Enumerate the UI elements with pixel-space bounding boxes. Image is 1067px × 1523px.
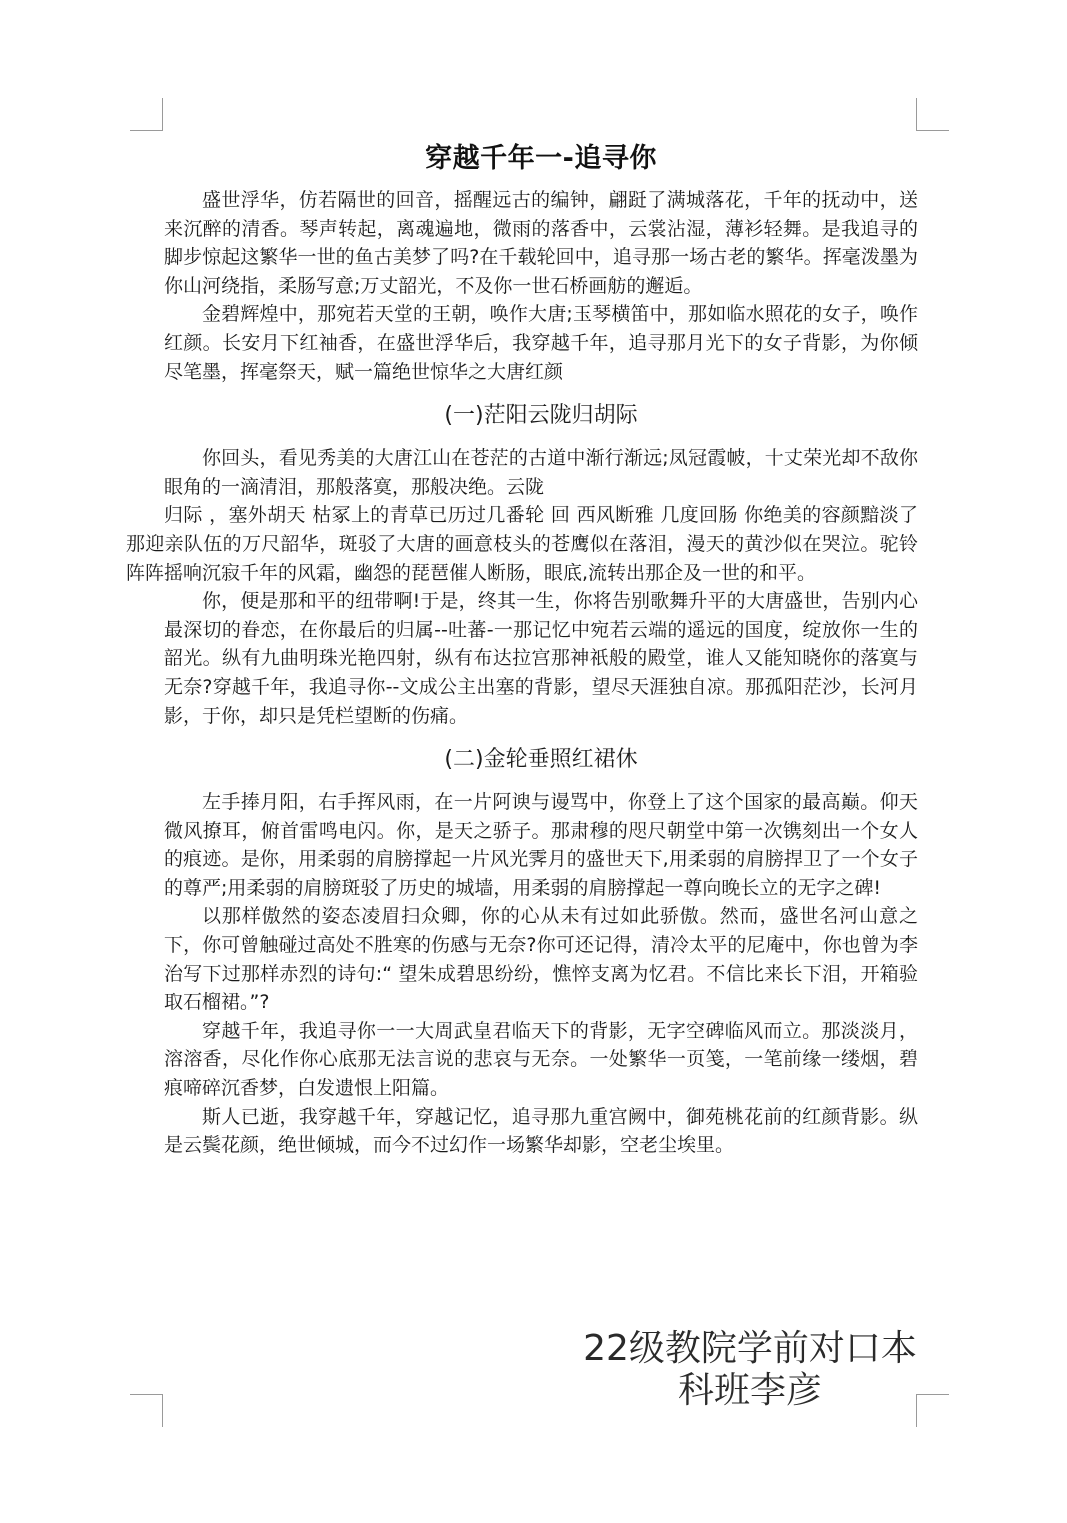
section1-paragraph-line: 归际 ，塞外胡天 枯冢上的青草已历过几番轮 回 西风断雅 几度回肠 你绝美的容颜黯淡了那迎亲队伍的万尺韶华，斑驳了大唐的画意枝头的苍鹰似在落泪，漫天的黄沙似在哭泣。驼铃阵阵摇响沉寂千年的风霜，幽怨的琵琶催人断肠，眼底,流转出那企及一世的和平。 bbox=[126, 504, 918, 584]
crop-mark-top-left bbox=[130, 98, 163, 131]
section2-paragraph: 以那样傲然的姿态凌眉扫众卿，你的心从未有过如此骄傲。然而，盛世名河山意之下，你可曾触碰过高处不胜寒的伤感与无奈?你可还记得，清冷太平的尼庵中，你也曾为李治写下过那样赤烈的诗句:“ 望朱成碧思纷纷，憔悴支离为忆君。不信比来长下泪，开箱验取石榴裙。”? bbox=[164, 905, 918, 1014]
intro-paragraph: 金碧辉煌中，那宛若天堂的王朝，唤作大唐;玉琴横笛中，那如临水照花的女子，唤作红颜。长安月下红袖香，在盛世浮华后，我穿越千年，追寻那月光下的女子背影，为你倾尽笔墨，挥毫祭天，赋一篇绝世惊华之大唐红颜 bbox=[164, 303, 918, 383]
section-heading-1: (一)茫阳云陇归胡际 bbox=[444, 403, 638, 429]
section1-paragraph bbox=[126, 444, 918, 587]
crop-mark-top-right bbox=[916, 98, 949, 131]
section1-paragraph-line: 你回头，看见秀美的大唐江山在苍茫的古道中渐行渐远;凤冠霞帔，十丈荣光却不敌你眼角的一滴清泪，那般落寞，那般决绝。云陇 bbox=[164, 447, 918, 498]
section-heading-2: (二)金轮垂照红裙休 bbox=[444, 747, 638, 773]
section1-paragraph: 你，便是那和平的纽带啊!于是，终其一生，你将告别歌舞升平的大唐盛世，告别内心最深切的眷恋，在你最后的归属--吐蕃-一那记忆中宛若云端的遥远的国度，绽放你一生的韶光。纵有九曲明珠光艳四射，纵有布达拉宫那神祇般的殿堂，谁人又能知晓你的落寞与无奈?穿越千年，我追寻你--文成公主出塞的背影，望尽天涯独自凉。那孤阳茫沙，长河月影，于你，却只是凭栏望断的伤痛。 bbox=[164, 590, 918, 727]
section2-paragraph: 斯人已逝，我穿越千年，穿越记忆，追寻那九重宫阙中，御苑桃花前的红颜背影。纵是云鬓花颜，绝世倾城，而今不过幻作一场繁华却影，空老尘埃里。 bbox=[164, 1105, 918, 1157]
section2-paragraph: 穿越千年，我追寻你一一大周武皇君临天下的背影，无字空碑临风而立。那淡淡月，溶溶香，尽化作你心底那无法言说的悲哀与无奈。一处繁华一页笺，一笔前缘一缕烟，碧痕啼碎沉香梦，白发遗恨上阳篇。 bbox=[164, 1019, 918, 1100]
signature-line: 科班李彦 bbox=[677, 1370, 822, 1411]
author-signature bbox=[540, 1328, 960, 1412]
intro-paragraph: 盛世浮华，仿若隔世的回音，摇醒远古的编钟，翩跹了满城落花，千年的抚动中，送来沉醉的清香。琴声转起，离魂遍地，微雨的落香中，云裳沾湿，薄衫轻舞。是我追寻的脚步惊起这繁华一世的鱼古美梦了吗?在千载轮回中，追寻那一场古老的繁华。挥毫泼墨为你山河绕指，柔肠写意;万丈韶光，不及你一世石桥画舫的邂逅。 bbox=[164, 189, 918, 297]
signature-line: 22级教院学前对口本 bbox=[583, 1328, 917, 1369]
document-title: 穿越千年一-追寻你 bbox=[425, 143, 657, 174]
document-body bbox=[126, 138, 918, 1160]
section2-paragraph: 左手捧月阳，右手挥风雨，在一片阿谀与谩骂中，你登上了这个国家的最高巅。仰天微风撩耳，俯首雷鸣电闪。你，是天之骄子。那肃穆的咫尺朝堂中第一次镌刻出一个女人的痕迹。是你，用柔弱的肩膀撑起一片风光霁月的盛世天下,用柔弱的肩膀捍卫了一个女子的尊严;用柔弱的肩膀斑驳了历史的城墙，用柔弱的肩膀撑起一尊向晚长立的无字之碑! bbox=[164, 791, 918, 899]
crop-mark-bottom-left bbox=[130, 1394, 163, 1427]
